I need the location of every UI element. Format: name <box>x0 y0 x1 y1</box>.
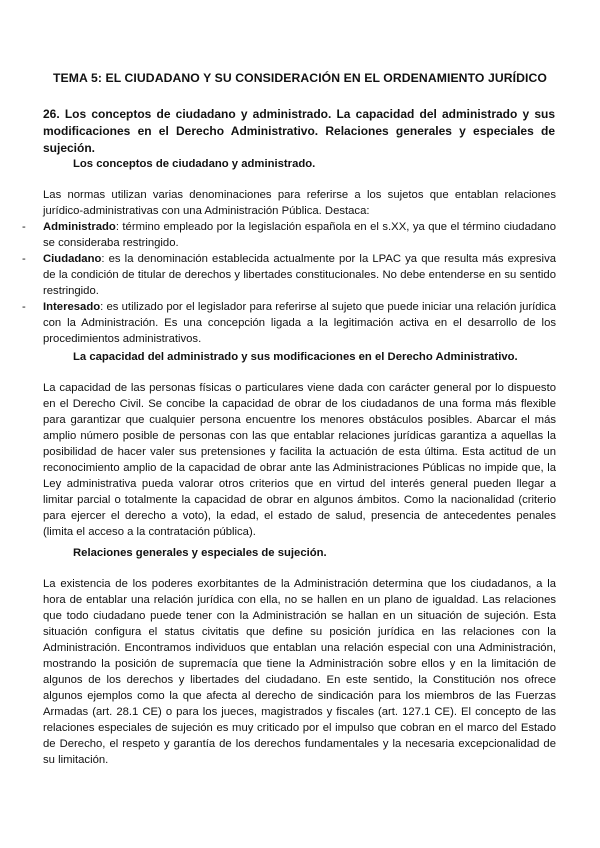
definition-text: : es utilizado por el legislador para referirse al sujeto que puede iniciar una relación jurídica con la Administración. Es una concepción ligada a la legitimación activa en el desarrollo de los procedimientos administrativos. <box>43 301 556 345</box>
list-item <box>0 251 556 299</box>
section-heading-sujecion: Relaciones generales y especiales de sujeción. <box>73 547 327 559</box>
question-heading: 26. Los conceptos de ciudadano y administrado. La capacidad del administrado y sus modificaciones en el Derecho Administrativo. Relaciones generales y especiales de sujeción. <box>43 107 555 155</box>
definition-list <box>0 219 556 347</box>
list-item <box>0 299 556 347</box>
term-administrado: Administrado <box>43 221 116 233</box>
section-heading-capacidad: La capacidad del administrado y sus modificaciones en el Derecho Administrativo. <box>73 351 518 363</box>
definition-text: : término empleado por la legislación española en el s.XX, ya que el término ciudadano se consideraba restringido. <box>43 221 556 249</box>
section-heading-conceptos: Los conceptos de ciudadano y administrado. <box>73 158 316 170</box>
capacidad-paragraph: La capacidad de las personas físicas o particulares viene dada con carácter general por lo dispuesto en el Derecho Civil. Se concibe la capacidad de obrar de los ciudadanos de una forma más flexible para garantizar que cualquier persona encuentre los menores obstáculos posibles. Abarcar el más amplio número posible de personas con las que entablar relaciones jurídicas garantiza a aquellas la posibilidad de hacer valer sus pretensiones y facilita la actuación de esta última. Esta actitud de un reconocimiento amplio de la capacidad de obrar ante las Administraciones Públicas no impide que, la Ley administrativa pueda valorar otros criterios que en virtud del interés general pueden llegar a limitar parcial o totalmente la capacidad de obrar en algunos ámbitos. Como la nacionalidad (criterio para ejercer el derecho a voto), la edad, el estado de salud, presencia de antecedentes penales (limita el acceso a la contratación pública). <box>43 382 556 538</box>
list-item <box>0 219 556 251</box>
term-interesado: Interesado <box>43 301 101 313</box>
list-bullet: - <box>22 253 26 265</box>
list-bullet: - <box>22 221 26 233</box>
term-ciudadano: Ciudadano <box>43 253 102 265</box>
list-bullet: - <box>22 301 26 313</box>
document-title: TEMA 5: EL CIUDADANO Y SU CONSIDERACIÓN EN EL ORDENAMIENTO JURÍDICO <box>52 71 548 85</box>
definition-text: : es la denominación establecida actualmente por la LPAC ya que resulta más expresiva de la condición de titular de derechos y libertades constitucionales. No debe entenderse en su sentido restringido. <box>43 253 556 297</box>
sujecion-paragraph: La existencia de los poderes exorbitantes de la Administración determina que los ciudadanos, a la hora de entablar una relación jurídica con ella, no se hallen en un plano de igualdad. Las relaciones que todo ciudadano puede tener con la Administración se hallan en un situación de sujeción. Esta situación configura el status civitatis que define su posición jurídica en las relaciones con la Administración. Encontramos individuos que entablan una relación especial con una Administración, mostrando la posición de supremacía que tiene la Administración sobre ellos y en la limitación de algunos de los derechos y libertades del ciudadano. En este sentido, la Constitución nos ofrece algunos ejemplos como la que afecta al derecho de sindicación para los miembros de las Fuerzas Armadas (art. 28.1 CE) o para los jueces, magistrados y fiscales (art. 127.1 CE). El concepto de las relaciones especiales de sujeción es muy criticado por el impulso que cobran en el marco del Estado de Derecho, el respeto y garantía de los derechos fundamentales y la necesaria excepcionalidad de su limitación. <box>43 578 556 766</box>
section-intro-paragraph: Las normas utilizan varias denominaciones para referirse a los sujetos que entablan relaciones jurídico-administrativas con una Administración Pública. Destaca: <box>43 189 556 217</box>
